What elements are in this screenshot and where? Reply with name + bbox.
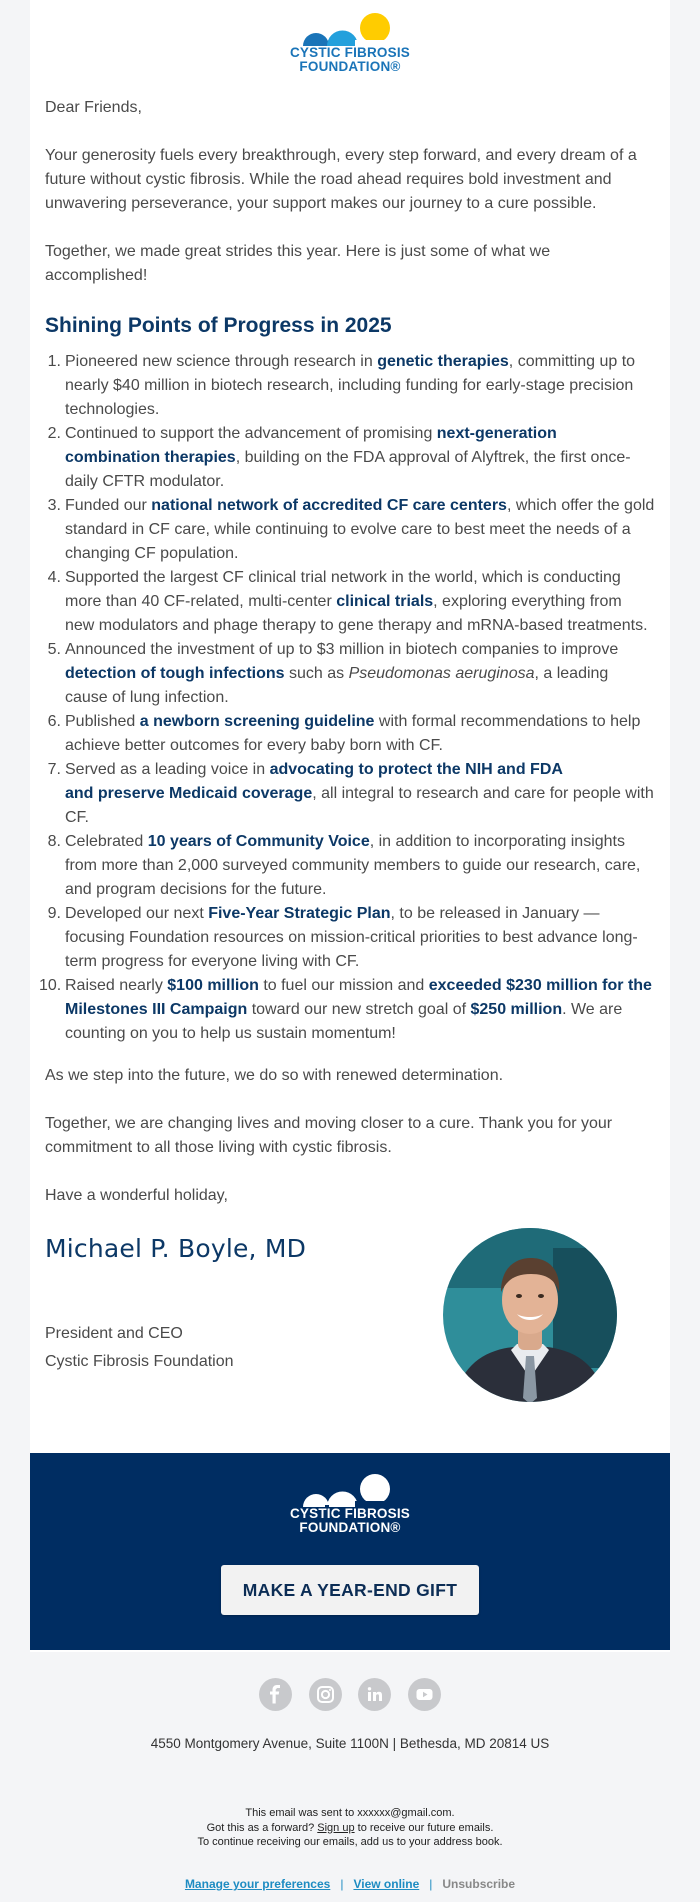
tough-infections-link[interactable]: detection of tough infections <box>65 665 285 682</box>
cff-logo-white-icon <box>295 1471 405 1507</box>
email-card <box>30 0 670 1652</box>
logo-line2: FOUNDATION® <box>299 59 401 74</box>
footer <box>0 1652 700 1902</box>
intro-paragraph: Your generosity fuels every breakthrough, every step forward, and every dream of a future without cystic fibrosis. While the road ahead requires bold investment and unwavering perseverance, your support makes our journey to a cure possible. <box>45 147 637 212</box>
address-book-line: To continue receiving our emails, add us to your address book. <box>197 1836 503 1848</box>
logo-line1: CYSTIC FIBROSIS <box>289 45 410 60</box>
greeting: Dear Friends, <box>45 99 142 116</box>
list-item: 8. Celebrated 10 years of Community Voice, in addition to incorporating insights from more than 2,000 surveyed community members to guide our research, care, and program decisions for the future. <box>47 833 641 898</box>
youtube-icon[interactable] <box>408 1678 441 1711</box>
list-item: 7. Served as a leading voice in advocating to protect the NIH and FDA and preserve Medicaid coverage, all integral to research and care for people with CF. <box>47 761 654 826</box>
advocacy-link[interactable]: advocating to protect the NIH and FDA <box>269 761 563 778</box>
letter-body <box>39 96 655 1208</box>
list-item: 6. Published a newborn screening guideline with formal recommendations to help achieve better outcomes for every baby born with CF. <box>47 713 641 754</box>
cff-logo-top[interactable] <box>30 10 670 74</box>
logo-line1-white: CYSTIC FIBROSIS <box>289 1506 410 1521</box>
list-item: 5. Announced the investment of up to $3 million in biotech companies to improve detection of tough infections such as Pseudomonas aeruginosa, a leading cause of lung infection. <box>47 641 619 706</box>
care-centers-link[interactable]: national network of accredited CF care centers <box>151 497 507 514</box>
unsubscribe-link[interactable]: Unsubscribe <box>442 1877 516 1891</box>
linkedin-icon[interactable] <box>358 1678 391 1711</box>
signature-block <box>45 1234 655 1434</box>
view-online-link[interactable]: View online <box>353 1877 420 1891</box>
list-item: 3. Funded our national network of accredited CF care centers, which offer the gold standard in CF care, while continuing to evolve care to best meet the needs of a changing CF population. <box>47 497 655 562</box>
list-item: 1. Pioneered new science through research in genetic therapies, committing up to nearly $40 million in biotech research, including funding for early-stage precision technologies. <box>47 353 636 418</box>
stretch-goal-link[interactable]: $250 million <box>470 1001 563 1018</box>
list-item: 9. Developed our next Five-Year Strategic Plan, to be released in January — focusing Foundation resources on mission-critical priorities to best advance long-term progress for everyone living with CF. <box>47 905 638 970</box>
hundred-million-link[interactable]: $100 million <box>167 977 259 994</box>
cff-logo-bottom[interactable] <box>30 1471 670 1535</box>
list-item: 2. Continued to support the advancement of promising next-generation combination therapies, building on the FDA approval of Alyftrek, the first once-daily CFTR modulator. <box>47 425 631 490</box>
future-paragraph: As we step into the future, we do so with renewed determination. <box>45 1067 504 1084</box>
community-voice-link[interactable]: 10 years of Community Voice <box>147 833 370 850</box>
signature-title: President and CEO Cystic Fibrosis Foundation <box>45 1325 234 1370</box>
manage-preferences-link[interactable]: Manage your preferences <box>184 1877 331 1891</box>
instagram-icon[interactable] <box>309 1678 342 1711</box>
clinical-trials-link[interactable]: clinical trials <box>336 593 434 610</box>
genetic-therapies-link[interactable]: genetic therapies <box>377 353 509 370</box>
facebook-icon[interactable] <box>259 1678 292 1711</box>
progress-list <box>39 350 655 1046</box>
portrait-illustration <box>443 1228 617 1402</box>
progress-heading: Shining Points of Progress in 2025 <box>45 314 392 337</box>
mailing-address: 4550 Montgomery Avenue, Suite 1100N | Bethesda, MD 20814 US <box>150 1736 550 1751</box>
signature-name: Michael P. Boyle, MD <box>45 1234 307 1263</box>
combination-therapies-link[interactable]: next-generation combination therapies <box>65 425 557 466</box>
separator: | <box>429 1877 433 1891</box>
list-item: 10. Raised nearly $100 million to fuel our mission and exceeded $230 million for the Milestones III Campaign toward our new stretch goal of $250 million. We are counting on you to help us sustain momentum! <box>39 977 652 1042</box>
sent-to-line: This email was sent to xxxxxx@gmail.com. <box>245 1807 455 1819</box>
footer-links <box>0 1877 700 1891</box>
strategic-plan-link[interactable]: Five-Year Strategic Plan <box>208 905 391 922</box>
ceo-portrait <box>443 1228 617 1402</box>
list-item: 4. Supported the largest CF clinical trial network in the world, which is conducting more than 40 CF-related, multi-center clinical trials, exploring everything from new modulators and phage therapy to gene therapy and mRNA-based treatments. <box>47 569 648 634</box>
medicaid-link[interactable]: and preserve Medicaid coverage <box>65 785 313 802</box>
logo-line2-white: FOUNDATION® <box>299 1520 401 1535</box>
legal-text <box>0 1806 700 1850</box>
closing-paragraph: Together, we are changing lives and moving closer to a cure. Thank you for your commitment to all those living with cystic fibrosis. <box>45 1115 613 1156</box>
separator: | <box>340 1877 344 1891</box>
cta-band <box>30 1453 670 1650</box>
milestones-campaign-link[interactable]: exceeded $230 million for the Milestones III Campaign <box>65 977 652 1018</box>
forward-line: Got this as a forward? Sign up to receive our future emails. <box>206 1821 494 1834</box>
social-links <box>0 1678 700 1711</box>
sign-up-link[interactable]: Sign up <box>317 1821 355 1834</box>
cff-logo-shapes-icon <box>295 10 405 46</box>
newborn-screening-link[interactable]: a newborn screening guideline <box>139 713 375 730</box>
year-end-gift-button[interactable]: MAKE A YEAR-END GIFT <box>221 1565 479 1615</box>
holiday-line: Have a wonderful holiday, <box>45 1187 228 1204</box>
together-paragraph: Together, we made great strides this year. Here is just some of what we accomplished! <box>45 243 551 284</box>
